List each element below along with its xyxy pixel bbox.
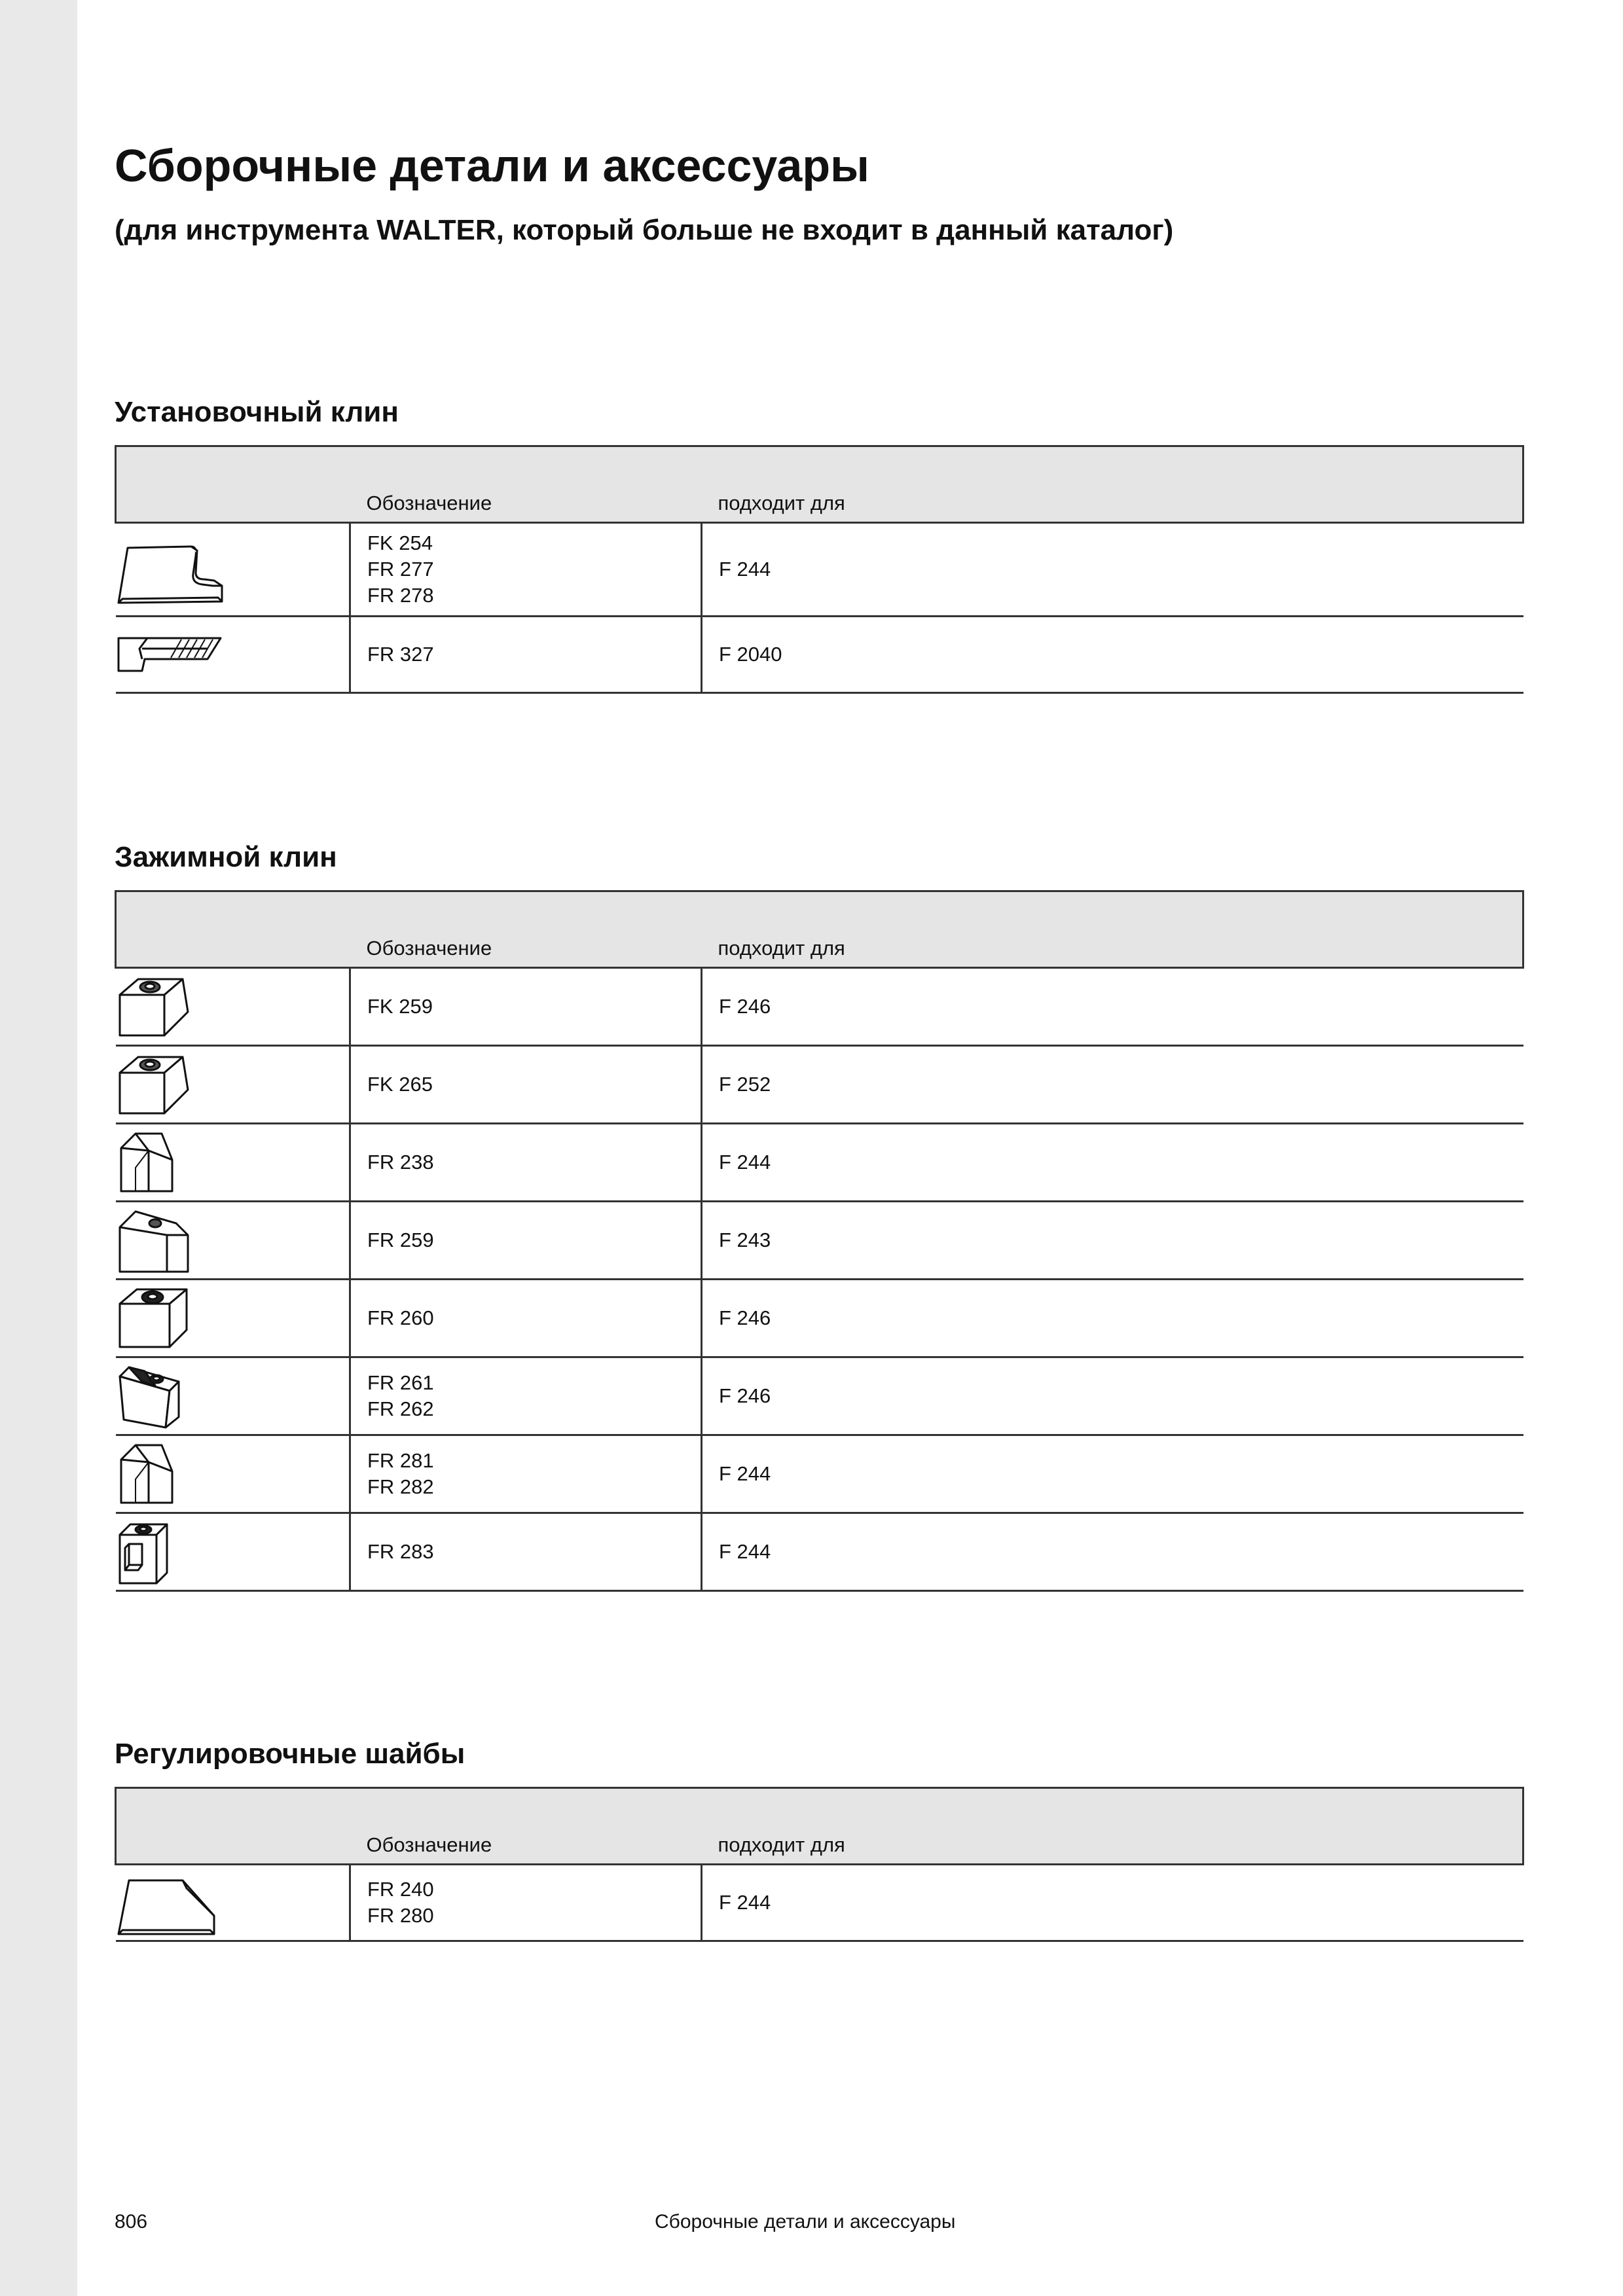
footer-title: Сборочные детали и аксессуары [655, 2211, 956, 2233]
part-code: FR 277 [367, 558, 434, 581]
table-header-row [116, 1788, 1523, 1865]
fits-cell: F 244 [702, 1435, 1523, 1513]
part-code: FR 278 [367, 584, 434, 607]
part-code: FK 265 [367, 1073, 433, 1096]
designation-cell [350, 1124, 702, 1202]
clamping-wedge-block-icon [116, 973, 194, 1041]
part-code: FR 259 [367, 1229, 434, 1251]
clamping-wedge-block-dark-icon [116, 1284, 194, 1353]
table-row [116, 1513, 1523, 1591]
clamping-wedge-side-hole-icon [116, 1206, 194, 1275]
header-designation: Обозначение [350, 1788, 702, 1865]
part-image-cell [116, 1865, 350, 1941]
part-code: FR 238 [367, 1151, 434, 1174]
designation-cell [350, 1280, 702, 1357]
section-heading: Установочный клин [115, 396, 399, 428]
fits-cell: F 246 [702, 968, 1523, 1046]
part-image-cell [116, 968, 350, 1046]
header-designation: Обозначение [350, 446, 702, 523]
designation-cell [350, 1865, 702, 1941]
header-fits: подходит для [702, 1788, 1523, 1865]
header-fits: подходит для [702, 446, 1523, 523]
fits-cell: F 246 [702, 1280, 1523, 1357]
clamping-wedge-pointed-icon [116, 1128, 194, 1197]
part-image-cell [116, 1357, 350, 1435]
parts-table [115, 1787, 1524, 1942]
fits-cell: F 244 [702, 1124, 1523, 1202]
part-code: FR 261 [367, 1371, 434, 1394]
table-row [116, 1865, 1523, 1941]
table-header-row [116, 446, 1523, 523]
designation-cell [350, 1435, 702, 1513]
fits-cell: F 244 [702, 1865, 1523, 1941]
table-row [116, 1202, 1523, 1280]
parts-table [115, 445, 1524, 694]
part-code: FR 281 [367, 1449, 434, 1472]
clamping-wedge-block-icon [116, 1050, 194, 1119]
header-designation: Обозначение [350, 891, 702, 968]
parts-table [115, 890, 1524, 1592]
part-image-cell [116, 1124, 350, 1202]
setting-wedge-profile-icon [116, 533, 227, 605]
designation-cell [350, 968, 702, 1046]
fits-cell: F 2040 [702, 617, 1523, 693]
part-code: FR 327 [367, 643, 434, 666]
designation-cell [350, 1513, 702, 1591]
section-adjusting-shims [115, 1734, 1522, 1942]
part-code: FR 283 [367, 1540, 434, 1563]
part-code: FR 262 [367, 1397, 434, 1420]
clamping-wedge-pointed-icon [116, 1440, 194, 1509]
setting-wedge-hook-icon [116, 625, 227, 684]
table-row [116, 1124, 1523, 1202]
part-code: FR 280 [367, 1904, 434, 1927]
part-image-cell [116, 617, 350, 693]
part-code: FK 254 [367, 531, 433, 554]
part-code: FR 282 [367, 1475, 434, 1498]
page-number: 806 [115, 2211, 148, 2233]
page-margin-strip [0, 0, 77, 2296]
section-heading: Регулировочные шайбы [115, 1738, 465, 1770]
section-heading: Зажимной клин [115, 841, 337, 873]
header-fits: подходит для [702, 891, 1523, 968]
header-image-cell [116, 891, 350, 968]
table-row [116, 1046, 1523, 1124]
fits-cell: F 246 [702, 1357, 1523, 1435]
fits-cell: F 252 [702, 1046, 1523, 1124]
part-code: FR 260 [367, 1306, 434, 1329]
header-image-cell [116, 1788, 350, 1865]
table-row [116, 1280, 1523, 1357]
designation-cell [350, 1202, 702, 1280]
table-row [116, 523, 1523, 617]
page-title: Сборочные детали и аксессуары [115, 140, 869, 191]
page-subtitle: (для инструмента WALTER, который больше не входит в данный каталог) [115, 214, 1174, 246]
part-image-cell [116, 523, 350, 617]
header-image-cell [116, 446, 350, 523]
fits-cell: F 244 [702, 523, 1523, 617]
table-row [116, 1435, 1523, 1513]
designation-cell [350, 1046, 702, 1124]
part-image-cell [116, 1202, 350, 1280]
fits-cell: F 244 [702, 1513, 1523, 1591]
part-image-cell [116, 1046, 350, 1124]
designation-cell [350, 523, 702, 617]
table-row [116, 968, 1523, 1046]
part-code: FR 240 [367, 1878, 434, 1901]
fits-cell: F 243 [702, 1202, 1523, 1280]
table-header-row [116, 891, 1523, 968]
part-image-cell [116, 1513, 350, 1591]
table-row [116, 1357, 1523, 1435]
clamping-wedge-slotted-icon [116, 1518, 194, 1587]
part-code: FK 259 [367, 995, 433, 1018]
table-row [116, 617, 1523, 693]
designation-cell [350, 617, 702, 693]
designation-cell [350, 1357, 702, 1435]
clamping-wedge-tilted-icon [116, 1362, 194, 1431]
part-image-cell [116, 1280, 350, 1357]
section-clamping-wedge [115, 838, 1522, 1592]
section-setting-wedge [115, 393, 1522, 694]
adjusting-shim-icon [116, 1869, 227, 1937]
part-image-cell [116, 1435, 350, 1513]
